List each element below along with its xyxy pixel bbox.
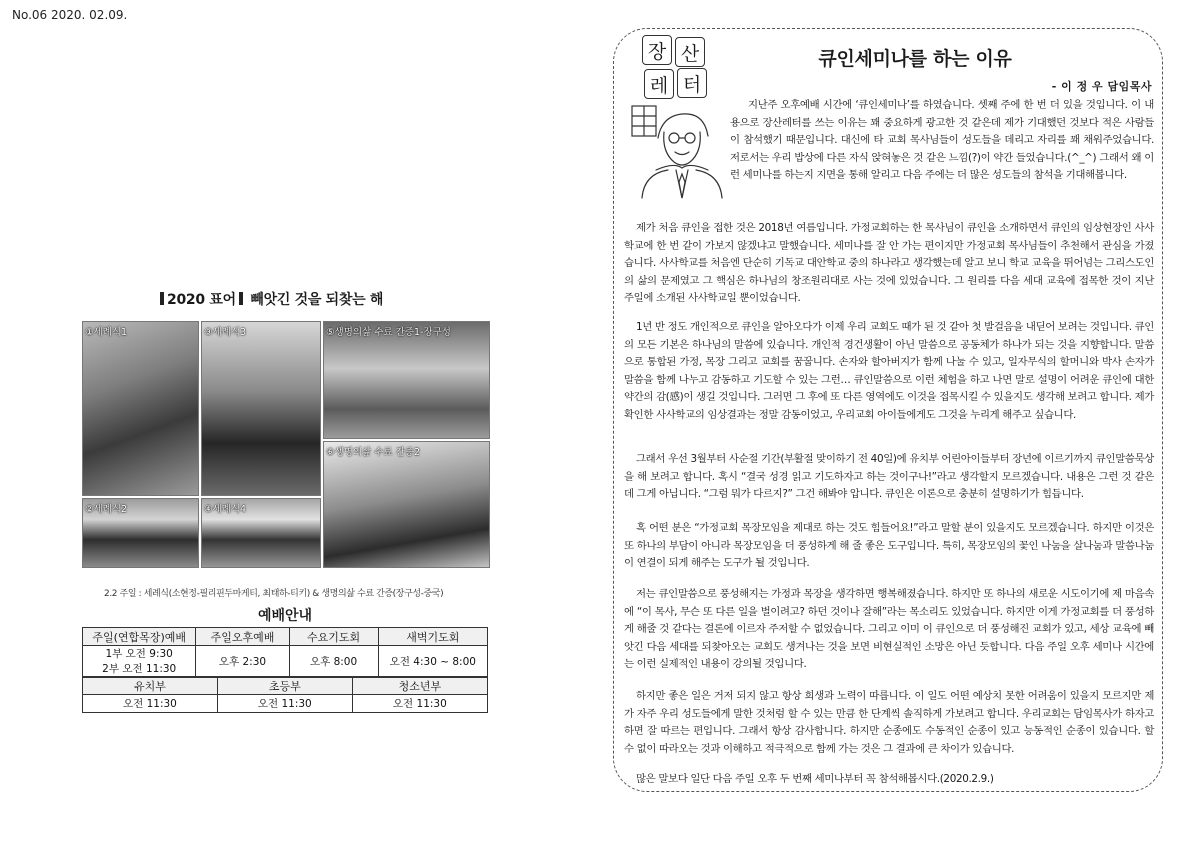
logo-tile: 레 bbox=[644, 69, 674, 99]
header-sunday-afternoon: 주일오후예배 bbox=[196, 628, 289, 646]
motto-text: 빼앗긴 것을 되찾는 해 bbox=[250, 292, 384, 308]
photo-note: 2.2 주일 : 세례식(소현정-필리핀두마게티, 최태하-티키) & 생명의삶 수료 간증(장구성-중국) bbox=[104, 589, 444, 599]
letter-paragraph: 제가 처음 큐인을 접한 것은 2018년 여름입니다. 가정교회하는 한 목사님이 큐인을 소개하면서 큐인의 임상현장인 사사학교에 한 번 같이 가보지 않겠냐고 말했습니다. 세미나를 잘 안 가는 편이지만 가정교회 목사님들이 추천해서 관심을 가졌습니다. 사사학교를 처음엔 단순히 기독교 대안학교 중의 하나라고 생각했는데 알고 보니 학교 교육을 뛰어넘는 그리스도인의 삶의 문제였고 그 핵심은 하나님의 창조원리대로 사는 것에 있었습니다. 그 원리를 다음 세대 교육에 접목한 것이 지난 주일에 소개된 사사학교일 뿐이었습니다. bbox=[624, 222, 1155, 305]
table-row bbox=[83, 678, 488, 695]
letter-paragraph: 저는 큐인말씀으로 풍성해지는 가정과 목장을 생각하면 행복해졌습니다. 하지만 또 하나의 새로운 시도이기에 제 마음속에 “이 목사, 무슨 또 다른 일을 벌이려고? 하던 것이나 잘해”라는 목소리도 있었습니다. 하지만 이게 가정교회를 더 풍성하게 해줄 것 같다는 결론에 이르자 주저할 수 없었습니다. 그리고 이미 이 큐인으로 더 풍성해진 교회가 있고, 세상 교육에 빼앗긴 다음 세대를 되찾아오는 교회도 생겨나는 것을 보면 비현실적인 소망은 아닌 듯합니다. 다음 주일 오후 세미나 시간에는 이런 실제적인 내용이 강의될 것입니다. bbox=[624, 588, 1154, 671]
school-schedule-table bbox=[82, 677, 488, 713]
logo-tile: 장 bbox=[642, 35, 672, 65]
letter-author: - 이 정 우 담임목사 bbox=[1051, 80, 1152, 93]
photo-baptism-4 bbox=[201, 498, 321, 568]
photo-testimony-2 bbox=[323, 441, 490, 568]
letter-paragraph: 지난주 오후예배 시간에 ‘큐인세미나’를 하였습니다. 셋째 주에 한 번 더 있을 것입니다. 이 내용으로 장산레터를 쓰는 이유는 꽤 중요하게 광고한 것 같은데 제가 기대했던 것보다 적은 사람들이 참석했기 때문입니다. 대신에 타 교회 목사님들이 성도들을 데리고 자리를 꽤 채워주었습니다. 저로서는 우리 밥상에 다른 자식 앉혀놓은 것 같은 느낌(?)이 약간 들었습니다.(^_^) 그래서 왜 이런 세미나를 하는지 지면을 통해 알리고 다음 주에는 더 많은 성도들의 참석을 기대해봅니다. bbox=[730, 99, 1154, 182]
letter-paragraph: 1년 반 정도 개인적으로 큐인을 알아오다가 이제 우리 교회도 때가 된 것 같아 첫 발걸음을 내딛어 보려는 것입니다. 큐인의 모든 기본은 하나님의 말씀에 있습니다. 개인적 경건생활이 아닌 말씀으로 공동체가 하나가 되는 것을 지향합니다. 말씀으로 통합된 가정, 목장 그리고 교회를 꿈꿉니다. 손자와 할아버지가 함께 나눌 수 있고, 일자무식의 할머니와 박사 손자가 말씀을 함께 나누고 감동하고 기도할 수 있는 그런… 큐인말씀으로 이런 체험을 하고 나면 말로 설명이 어려운 큐인에 대한 약간의 감(感)이 생길 것입니다. 그러면 그 후에 또 다른 영역에도 이것을 접목시킬 수 있을지도 생각해 보려고 합니다. 제가 확인한 사사학교의 임상결과는 정말 감동이었고, 우리교회 아이들에게도 그것을 누리게 해주고 싶습니다. bbox=[624, 321, 1154, 421]
table-row bbox=[83, 628, 488, 646]
youth-time: 오전 11:30 bbox=[352, 695, 487, 713]
table-row bbox=[83, 695, 488, 713]
elementary-time: 오전 11:30 bbox=[217, 695, 352, 713]
header-wednesday-prayer: 수요기도회 bbox=[289, 628, 378, 646]
sunday-service-times bbox=[83, 646, 196, 677]
letter-title: 큐인세미나를 하는 이유 bbox=[818, 48, 1012, 70]
worship-guide-title: 예배안내 bbox=[257, 608, 313, 624]
logo-tile: 산 bbox=[675, 37, 705, 67]
photo-caption: ④세례식4 bbox=[204, 504, 247, 515]
header-elementary: 초등부 bbox=[217, 678, 352, 695]
year-motto bbox=[160, 289, 460, 309]
issue-number: No.06 2020. 02.09. bbox=[12, 8, 128, 22]
photo-caption: ②세례식2 bbox=[85, 504, 128, 515]
photo-baptism-1 bbox=[82, 321, 199, 496]
motto-label: 2020 표어 bbox=[167, 292, 236, 308]
sunday-first-service: 1부 오전 9:30 bbox=[105, 648, 173, 660]
photo-caption: ⑥생명의삶 수료 간증2 bbox=[326, 447, 421, 458]
kindergarten-time: 오전 11:30 bbox=[83, 695, 218, 713]
letter-paragraph: 혹 어떤 분은 “가정교회 목장모임을 제대로 하는 것도 힘들어요!”라고 말할 분이 있을지도 모르겠습니다. 하지만 이것은 또 하나의 부담이 아니라 목장모임을 더 풍성하게 해 줄 좋은 도구입니다. 특히, 목장모임의 꽃인 나눔을 살나눔과 말씀나눔이 연결이 되게 해주는 도구가 될 것입니다. bbox=[624, 522, 1154, 570]
photo-caption: ①세례식1 bbox=[85, 327, 128, 338]
pastor-portrait-illustration bbox=[628, 100, 730, 200]
header-kindergarten: 유치부 bbox=[83, 678, 218, 695]
motto-bar-left bbox=[160, 292, 164, 305]
photo-baptism-3 bbox=[201, 321, 321, 496]
photo-baptism-2 bbox=[82, 498, 199, 568]
dawn-prayer-time: 오전 4:30 ~ 8:00 bbox=[378, 646, 487, 677]
header-dawn-prayer: 새벽기도회 bbox=[378, 628, 487, 646]
photo-caption: ⑤생명의삶 수료 간증1-장구성 bbox=[326, 327, 451, 338]
letter-paragraph: 하지만 좋은 일은 거저 되지 않고 항상 희생과 노력이 따릅니다. 이 일도 어떤 예상치 못한 어려움이 있을지 모르지만 제가 자주 우리 성도들에게 말한 것처럼 할 수 있는 만큼 한 단계씩 솔직하게 가보려고 합니다. 우리교회는 담임목사가 하자고 하면 잘 따르는 편입니다. 그래서 항상 감사합니다. 하지만 순종에도 수동적인 순종이 있고 능동적인 순종이 있습니다. 할 수 없이 따라오는 것과 이해하고 적극적으로 함께 가는 것은 그 결과에 큰 차이가 있습니다. bbox=[624, 690, 1154, 755]
letter-paragraph: 그래서 우선 3월부터 사순절 기간(부활절 맞이하기 전 40일)에 유치부 어린아이들부터 장년에 이르기까지 큐인말씀묵상을 해 보려고 합니다. 혹시 “결국 성경 읽고 기도하자고 하는 것이구나!”라고 생각할지 모르겠습니다. 내용은 그런 것 같은데 그게 아닙니다. “그럼 뭐가 다르지?” 그건 해봐야 압니다. 큐인은 이론으로 충분히 설명하기가 힘듭니다. bbox=[624, 453, 1154, 501]
motto-bar-right bbox=[239, 292, 243, 305]
logo-tile: 터 bbox=[677, 68, 707, 98]
photo-testimony-1 bbox=[323, 321, 490, 439]
photo-caption: ③세례식3 bbox=[204, 327, 247, 338]
jangsan-letter-logo bbox=[642, 35, 706, 99]
worship-schedule-table bbox=[82, 627, 488, 677]
wednesday-prayer-time: 오후 8:00 bbox=[289, 646, 378, 677]
letter-closing: 많은 말보다 일단 다음 주일 오후 두 번째 세미나부터 꼭 참석해봅시다.(2020.2.9.) bbox=[636, 773, 994, 785]
header-youth: 청소년부 bbox=[352, 678, 487, 695]
table-row bbox=[83, 646, 488, 677]
sunday-afternoon-time: 오후 2:30 bbox=[196, 646, 289, 677]
sunday-second-service: 2부 오전 11:30 bbox=[102, 663, 177, 675]
header-sunday-service: 주일(연합목장)예배 bbox=[83, 628, 196, 646]
